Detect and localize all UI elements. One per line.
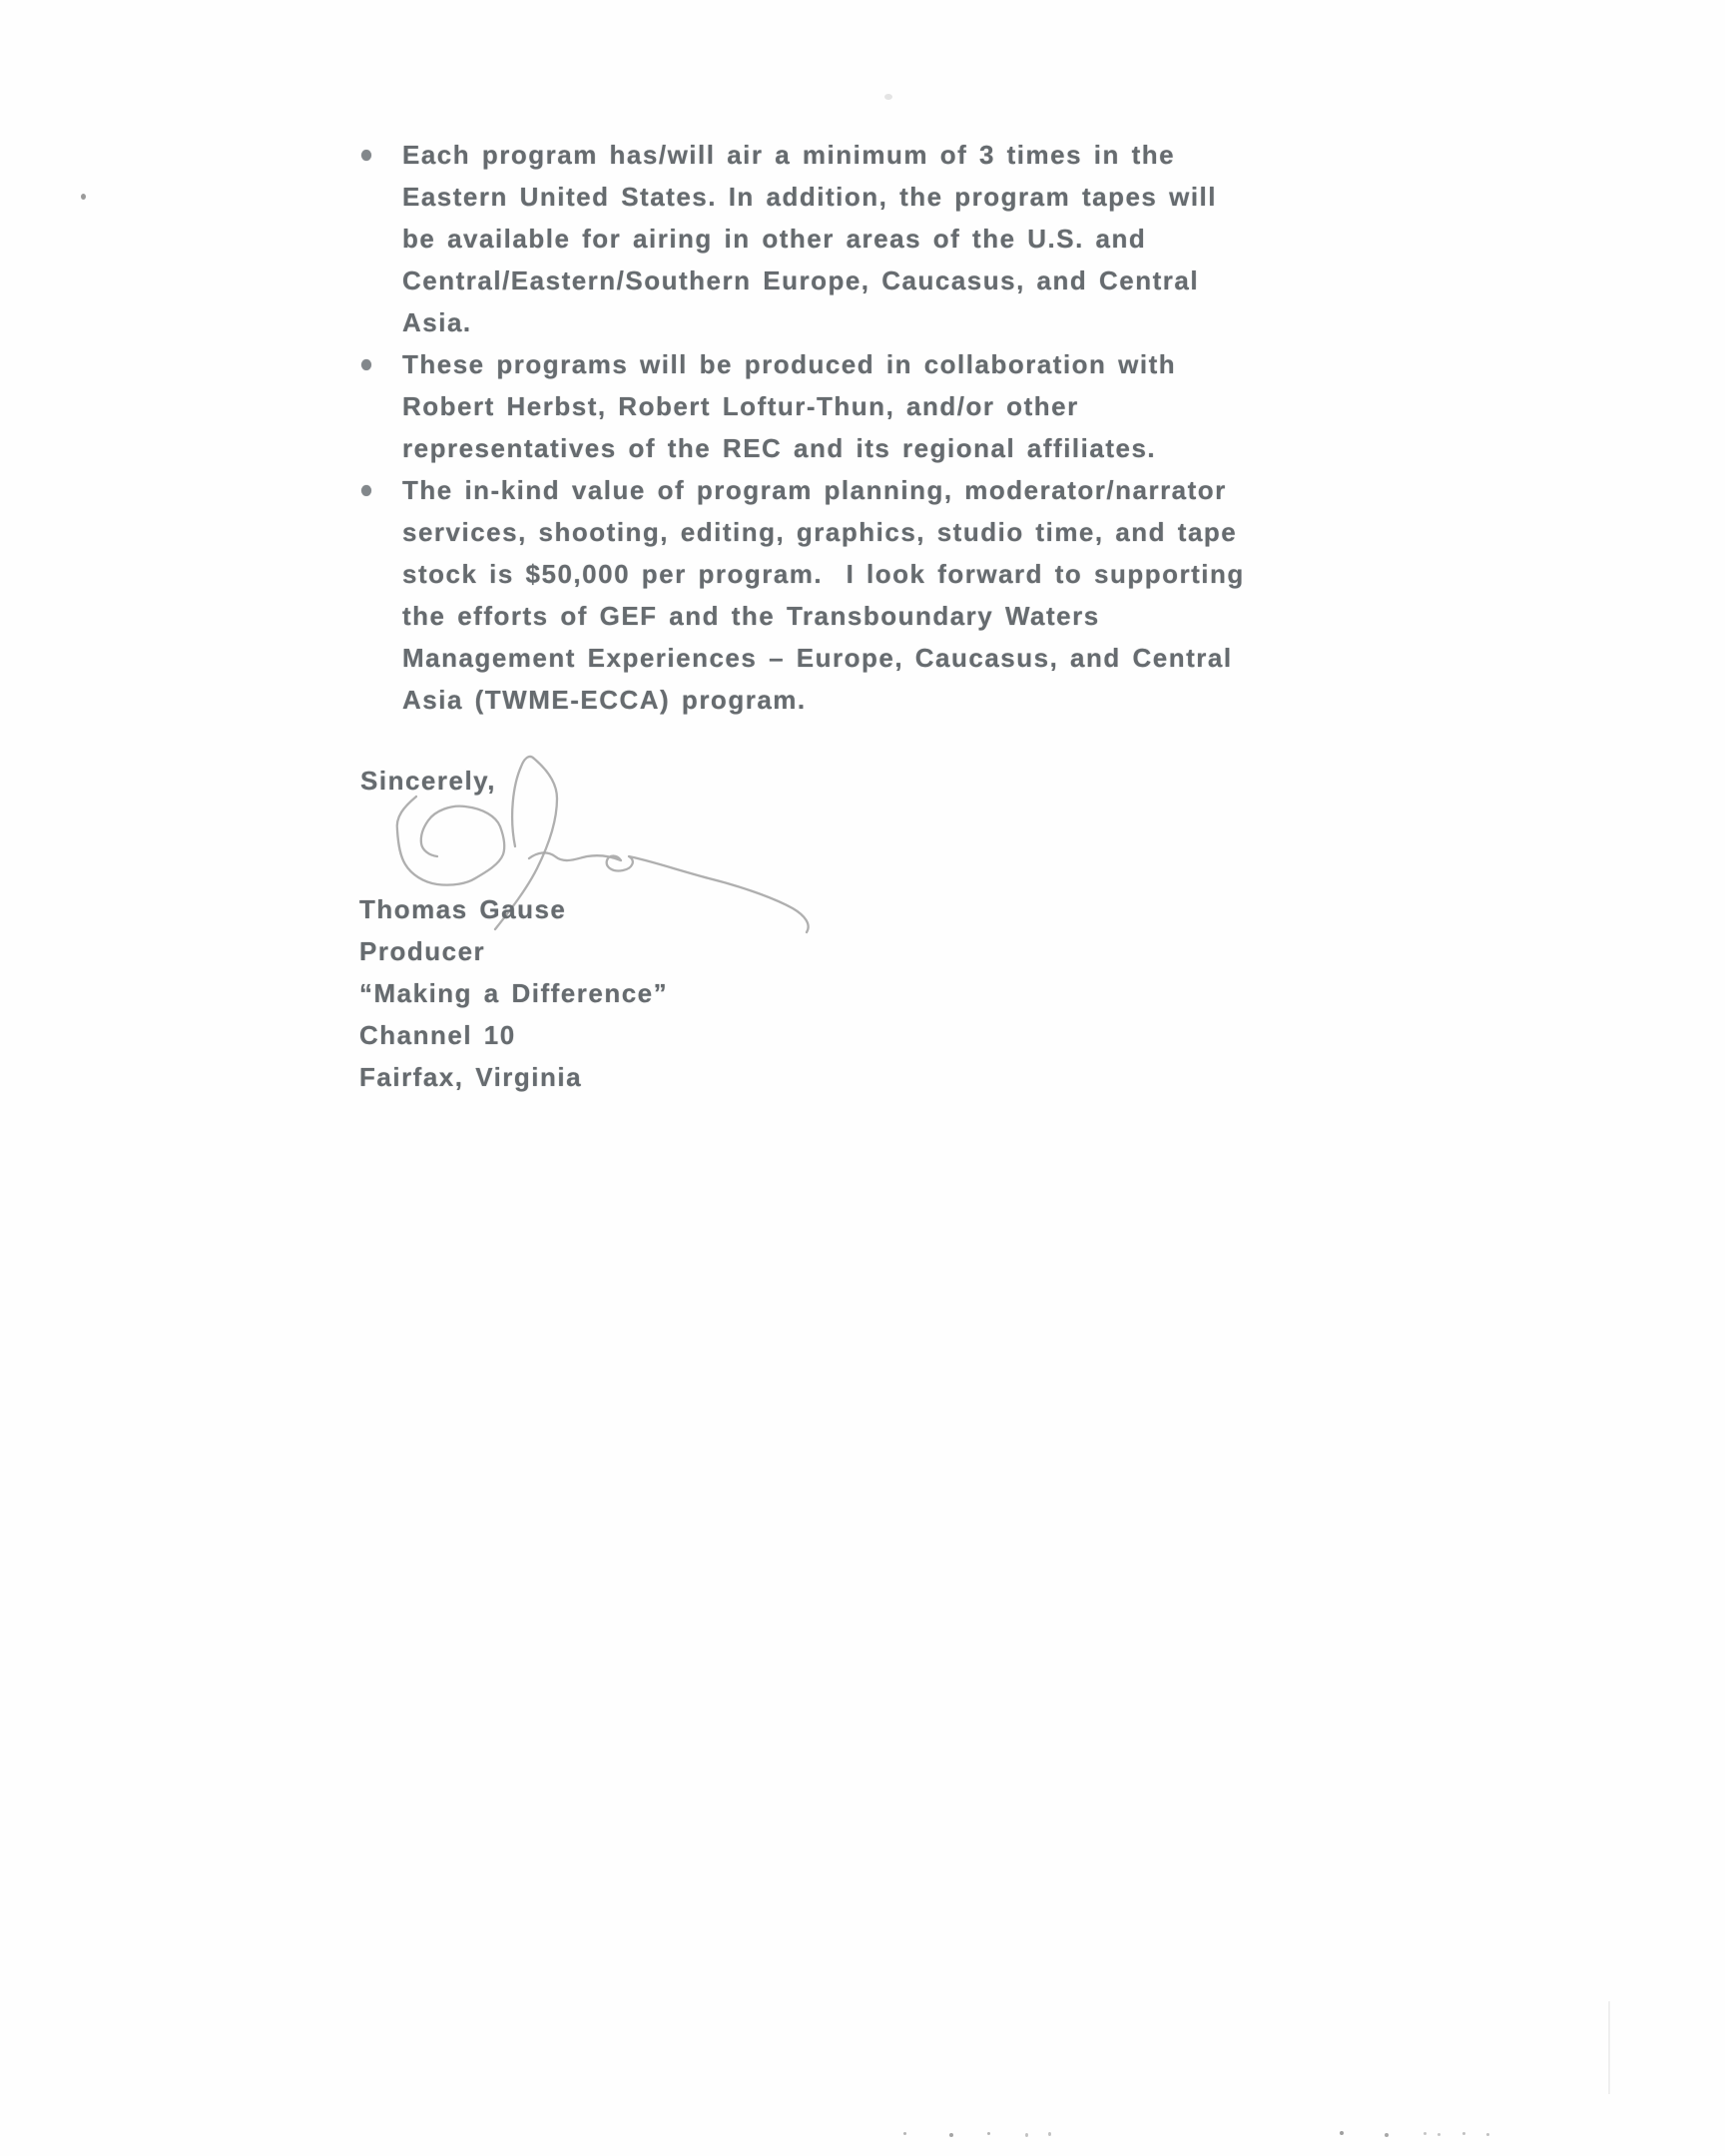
- signature-channel: Channel 10: [359, 1020, 516, 1050]
- letter-line: Management Experiences – Europe, Caucasus, and Central: [402, 643, 1233, 673]
- letter-line: services, shooting, editing, graphics, studio time, and tape: [402, 517, 1238, 547]
- scan-speck: [1340, 2131, 1344, 2135]
- letter-line: Each program has/will air a minimum of 3 times in the: [402, 140, 1176, 170]
- signature-location: Fairfax, Virginia: [359, 1062, 583, 1092]
- bullet-dot-icon: [361, 150, 371, 161]
- signature-name: Thomas Gause: [359, 894, 567, 924]
- scan-edge-line: [1608, 2001, 1610, 2094]
- scan-speck: [1486, 2133, 1489, 2136]
- scan-speck: [1462, 2132, 1465, 2135]
- scan-speck: [987, 2132, 990, 2135]
- scan-speck: [1424, 2132, 1427, 2135]
- letter-line: Central/Eastern/Southern Europe, Caucasus, and Central: [402, 266, 1200, 295]
- letter-line: These programs will be produced in collaboration with: [402, 349, 1177, 379]
- signature-block: [359, 888, 668, 1098]
- letter-line: Robert Herbst, Robert Loftur-Thun, and/or other: [402, 391, 1079, 421]
- bullet-item: [402, 469, 1520, 721]
- scan-speck: [81, 194, 86, 200]
- bullet-list: [402, 134, 1520, 721]
- bullet-item: [402, 134, 1520, 343]
- letter-line: Eastern United States. In addition, the program tapes will: [402, 182, 1218, 212]
- scan-speck: [1385, 2133, 1389, 2137]
- scan-speck: [1438, 2133, 1440, 2136]
- letter-line: the efforts of GEF and the Transboundary Waters: [402, 601, 1100, 631]
- signature-title: Producer: [359, 936, 486, 966]
- scan-speck: [903, 2132, 906, 2135]
- letter-line: representatives of the REC and its regional affiliates.: [402, 433, 1157, 463]
- bullet-dot-icon: [361, 359, 371, 370]
- letter-line: Asia (TWME-ECCA) program.: [402, 685, 807, 715]
- letter-line: Asia.: [402, 307, 472, 337]
- bullet-item: [402, 343, 1520, 469]
- signature-program: “Making a Difference”: [359, 978, 669, 1008]
- letter-line: be available for airing in other areas of the U.S. and: [402, 224, 1147, 254]
- scan-speck: [1025, 2133, 1028, 2137]
- signature-loop-stroke: [397, 797, 505, 885]
- closing-salutation: Sincerely,: [360, 766, 496, 796]
- bullet-dot-icon: [361, 485, 371, 496]
- scan-speck: [1048, 2132, 1051, 2136]
- scan-smudge: [884, 94, 892, 100]
- letter-line: The in-kind value of program planning, moderator/narrator: [402, 475, 1227, 505]
- letter-line: stock is $50,000 per program. I look forward to supporting: [402, 559, 1245, 589]
- scan-speck: [949, 2133, 953, 2137]
